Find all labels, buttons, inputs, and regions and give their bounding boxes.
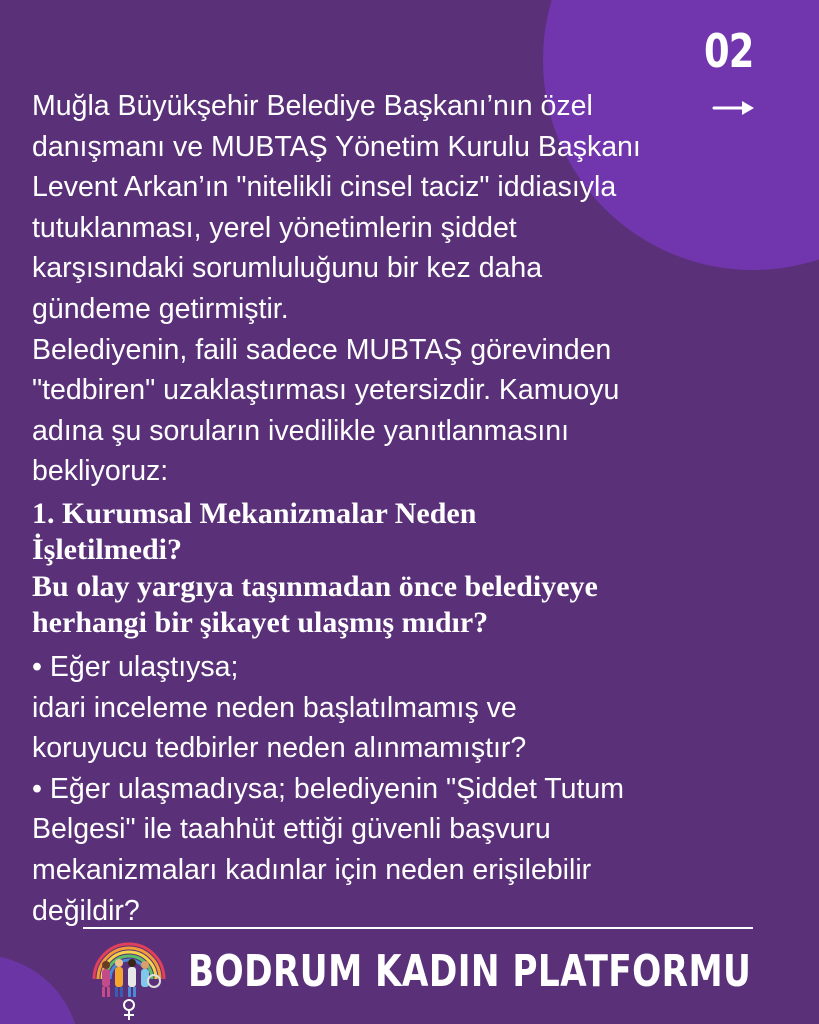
intro-paragraph: Muğla Büyükşehir Belediye Başkanı’nın özel danışmanı ve MUBTAŞ Yönetim Kurulu Başkanı Levent Arkan’ın "nitelikli cinsel taciz" iddiasıyla tutuklanması, yerel yönetimlerin şiddet karşısındaki sorumluluğunu bir kez daha gündeme getirmiştir. (32, 90, 641, 325)
decorative-circle-bottom-left (0, 955, 80, 1024)
women-group-rainbow-logo-icon (88, 931, 170, 1021)
footer-divider (83, 927, 753, 929)
bullet-item-not-reached: • Eğer ulaşmadıysa; belediyenin "Şiddet Tutum Belgesi" ile taahhüt ettiği güvenli başvuru mekanizmaları kadınlar için neden erişilebilir değildir? (32, 772, 625, 927)
section-question: Bu olay yargıya taşınmadan önce belediyeye herhangi bir şikayet ulaşmış mıdır? (32, 569, 598, 639)
bullet-item-reached: • Eğer ulaştıysa; idari inceleme neden başlatılmamış ve koruyucu tedbirler neden alınmamıştır? (32, 650, 527, 765)
brand-name: BODRUM KADIN PLATFORMU (188, 946, 752, 997)
slide-number: 02 (704, 24, 754, 78)
section-heading: 1. Kurumsal Mekanizmalar Neden İşletilmedi? (32, 496, 477, 566)
demand-paragraph: Belediyenin, faili sadece MUBTAŞ görevinden "tedbiren" uzaklaştırması yetersizdir. Kamuoyu adına şu soruların ivedilikle yanıtlanmasını bekliyoruz: (32, 333, 620, 488)
article-body (32, 86, 802, 931)
